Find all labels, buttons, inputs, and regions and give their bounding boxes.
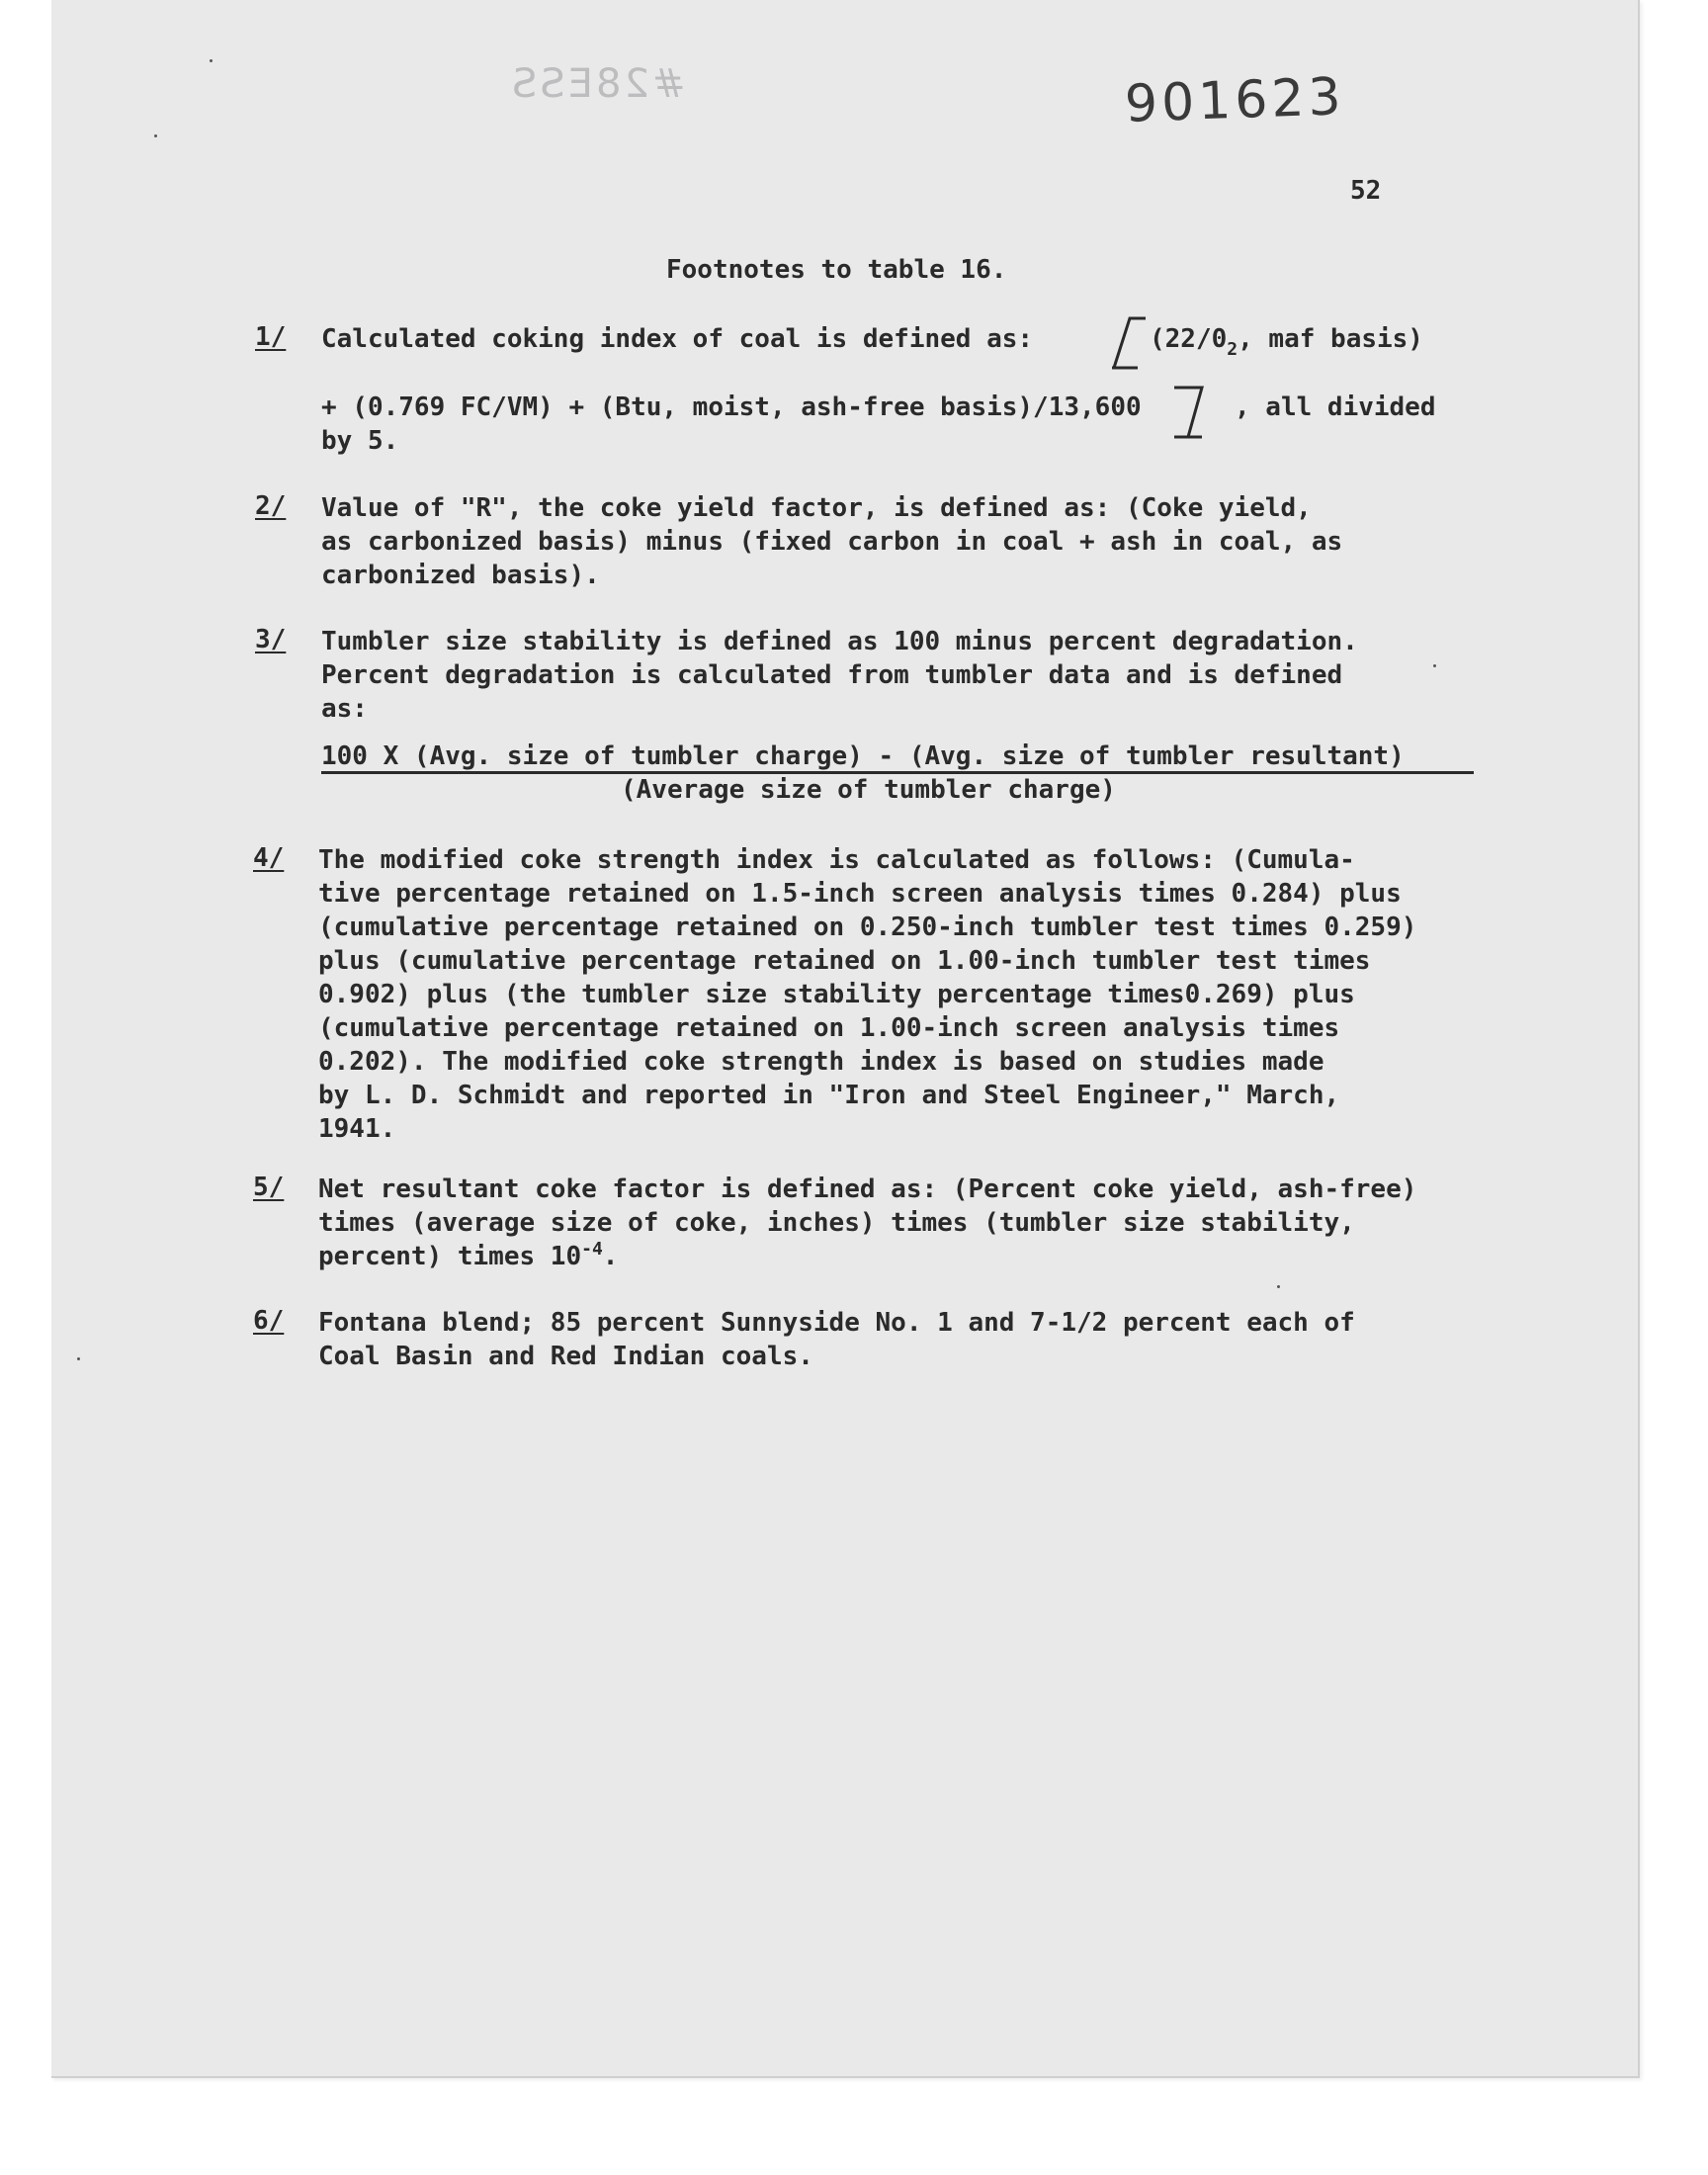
scan-speck	[1277, 1285, 1280, 1288]
footnote-5-body	[318, 1173, 1416, 1273]
page-title: Footnotes to table 16.	[666, 255, 1007, 285]
footnote-3-body	[321, 625, 1358, 726]
footnote-5-line-3	[318, 1240, 1416, 1273]
footnote-5-line: Net resultant coke factor is defined as: (Percent coke yield, ash-free)	[318, 1174, 1417, 1204]
footnote-6-line: Coal Basin and Red Indian coals.	[318, 1342, 813, 1371]
footnote-3-marker: 3/	[255, 625, 287, 654]
footnote-1-line-3-text: by 5.	[321, 426, 399, 456]
footnote-4-line: by L. D. Schmidt and reported in "Iron and Steel Engineer," March,	[318, 1081, 1340, 1110]
footnote-1-line-3	[321, 424, 398, 458]
footnote-1-text-c: , maf basis)	[1238, 324, 1423, 354]
close-bracket-icon	[1172, 382, 1212, 443]
footnote-6-line: Fontana blend; 85 percent Sunnyside No. 1 and 7-1/2 percent each of	[318, 1308, 1355, 1338]
footnote-1-marker: 1/	[255, 322, 287, 352]
footnote-5-marker: 5/	[253, 1173, 285, 1202]
footnote-4-marker: 4/	[253, 843, 285, 873]
footnote-4-line: 1941.	[318, 1114, 396, 1144]
footnote-2-line: carbonized basis).	[321, 561, 600, 590]
footnote-1-line-2	[321, 391, 1142, 424]
footnote-1-text-a: Calculated coking index of coal is defined as:	[321, 324, 1034, 354]
footnote-4-line: 0.902) plus (the tumbler size stability percentage times0.269) plus	[318, 980, 1355, 1009]
footnote-4-line: The modified coke strength index is calculated as follows: (Cumula-	[318, 845, 1355, 875]
degradation-formula-denominator: (Average size of tumbler charge)	[621, 775, 1116, 805]
page-number: 52	[1350, 176, 1382, 206]
footnote-6-body	[318, 1306, 1355, 1373]
footnote-2-line: as carbonized basis) minus (fixed carbon in coal + ash in coal, as	[321, 527, 1343, 557]
footnote-5-exponent: -4	[581, 1239, 603, 1260]
footnote-6-marker: 6/	[253, 1306, 285, 1336]
scan-speck	[1433, 664, 1436, 667]
footnote-1-line-1	[321, 322, 1033, 356]
footnote-1-line-2-tail	[1235, 391, 1436, 424]
footnote-2-line: Value of "R", the coke yield factor, is defined as: (Coke yield,	[321, 493, 1312, 523]
footnote-5-line: times (average size of coke, inches) times (tumbler size stability,	[318, 1208, 1355, 1238]
footnote-4-line: 0.202). The modified coke strength index is based on studies made	[318, 1047, 1324, 1077]
footnote-1-line-2-text: + (0.769 FC/VM) + (Btu, moist, ash-free basis)/13,600	[321, 392, 1142, 422]
footnote-4-line: (cumulative percentage retained on 1.00-inch screen analysis times	[318, 1013, 1340, 1043]
scan-speck	[210, 59, 213, 62]
footnote-1-subscript: 2	[1227, 339, 1238, 360]
footnote-1-formula	[1150, 322, 1423, 359]
footnote-2-body	[321, 491, 1342, 592]
footnote-4-body	[318, 843, 1416, 1146]
footnote-5-line-3-text: percent) times 10	[318, 1242, 582, 1271]
footnote-3-line: Percent degradation is calculated from tumbler data and is defined	[321, 660, 1343, 690]
footnote-4-line: tive percentage retained on 1.5-inch screen analysis times 0.284) plus	[318, 879, 1402, 909]
footnote-2-marker: 2/	[255, 491, 287, 521]
degradation-formula-numerator: 100 X (Avg. size of tumbler charge) - (Avg. size of tumbler resultant)	[321, 741, 1405, 771]
footnote-1-line-2-tail-text: , all divided	[1235, 392, 1436, 422]
footnote-5-line-3-end: .	[602, 1242, 619, 1271]
scan-speck	[77, 1357, 80, 1360]
fraction-bar	[321, 771, 1474, 774]
handwritten-archive-number: 901623	[1124, 67, 1346, 134]
open-bracket-icon	[1108, 314, 1148, 372]
scan-speck	[154, 134, 157, 137]
footnote-4-line: (cumulative percentage retained on 0.250-inch tumbler test times 0.259)	[318, 913, 1417, 942]
footnote-4-line: plus (cumulative percentage retained on 1.00-inch tumbler test times	[318, 946, 1371, 976]
footnote-3-line: as:	[321, 694, 368, 724]
footnote-1-text-b: (22/0	[1150, 324, 1228, 354]
bleed-through-mark: #28ESS	[509, 61, 686, 107]
footnote-3-line: Tumbler size stability is defined as 100 minus percent degradation.	[321, 627, 1358, 656]
